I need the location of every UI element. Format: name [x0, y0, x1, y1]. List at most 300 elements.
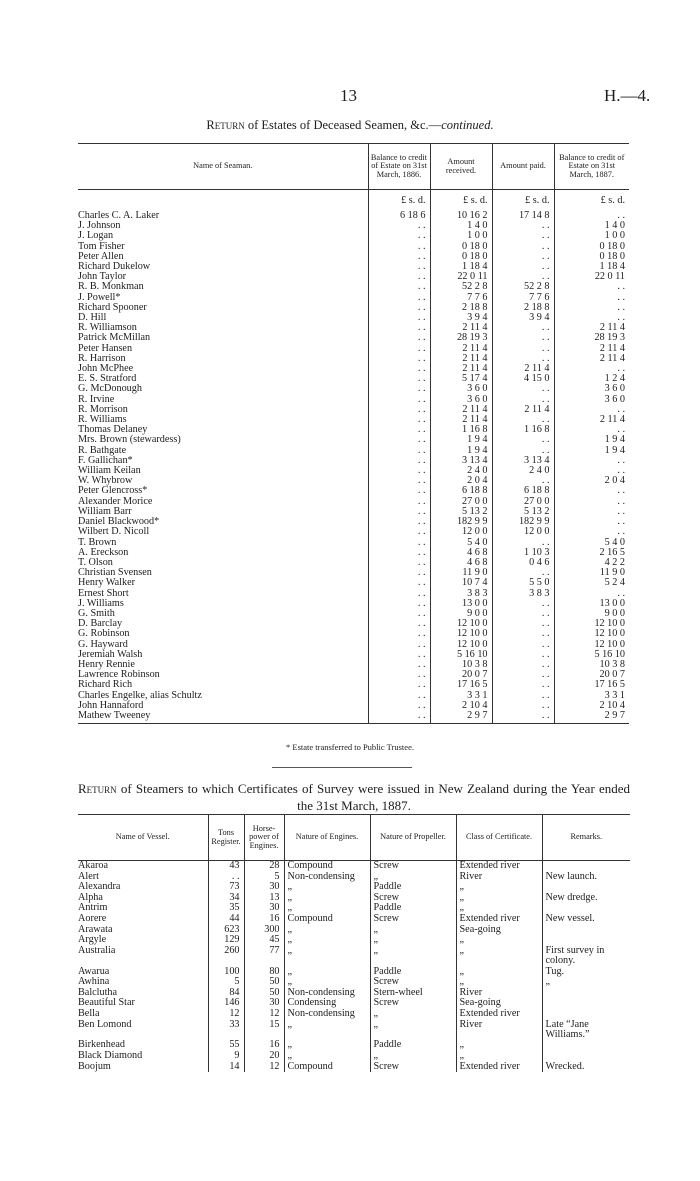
amount-paid-cell: 2 11 4 — [492, 405, 554, 415]
balance-1887-cell: 3 6 0 — [554, 395, 629, 405]
balance-1886-cell: . . — [368, 507, 430, 517]
seaman-name: John Hannaford — [78, 699, 144, 711]
tons-register-cell: 33 — [208, 1020, 244, 1041]
seaman-name: William Keilan — [78, 465, 141, 477]
col-nature-of-engines: Nature of Engines. — [284, 815, 370, 861]
vessel-name: Balclutha — [78, 986, 118, 998]
horse-power-cell: 300 — [244, 925, 284, 936]
seaman-name: Mathew Tweeney — [78, 711, 368, 724]
amount-paid-cell: . . — [492, 599, 554, 609]
nature-of-engines-cell: „ — [284, 1051, 370, 1062]
vessel-name: Bella — [78, 1007, 100, 1019]
nature-of-engines-cell: „ — [284, 1020, 370, 1041]
seaman-name: Mrs. Brown (stewardess) — [78, 434, 181, 446]
steamers-table-title — [78, 780, 630, 814]
seaman-name: W. Whybrow — [78, 475, 133, 487]
amount-paid-cell: . . — [492, 629, 554, 639]
amount-paid-cell: 3 9 4 — [492, 313, 554, 323]
amount-received-cell: 2 11 4 — [430, 364, 492, 374]
remarks-cell: Tug. — [542, 967, 630, 978]
balance-1887-cell: 5 2 4 — [554, 578, 629, 588]
amount-received-cell: 12 10 0 — [430, 619, 492, 629]
table-row — [78, 1020, 630, 1041]
seaman-name: Henry Walker — [78, 577, 135, 589]
class-of-certificate-cell: „ — [456, 1040, 542, 1051]
class-of-certificate-cell: Extended river — [456, 914, 542, 925]
balance-1886-cell: . . — [368, 333, 430, 343]
amount-received-cell: 5 17 4 — [430, 374, 492, 384]
amount-received-cell: 10 3 8 — [430, 660, 492, 670]
balance-1887-cell: 20 0 7 — [554, 670, 629, 680]
amount-received-cell: 3 6 0 — [430, 395, 492, 405]
estates-table — [78, 143, 629, 724]
balance-1886-cell: . . — [368, 701, 430, 711]
horse-power-cell: 50 — [244, 988, 284, 999]
nature-of-propeller-cell: Paddle — [370, 882, 456, 893]
steamers-title-prefix: Return — [78, 781, 117, 796]
amount-received-cell: 1 0 0 — [430, 231, 492, 241]
amount-paid-cell: 6 18 8 — [492, 486, 554, 496]
amount-paid-cell: 2 11 4 — [492, 364, 554, 374]
balance-1886-cell: . . — [368, 497, 430, 507]
balance-1886-cell: . . — [368, 303, 430, 313]
amount-paid-cell: 182 9 9 — [492, 517, 554, 527]
amount-received-cell: 1 9 4 — [430, 446, 492, 456]
col-balance-1886: Balance to credit of Estate on 31st March, 1886. — [368, 144, 430, 190]
balance-1886-cell: . . — [368, 313, 430, 323]
seaman-name: Charles C. A. Laker — [78, 210, 160, 221]
nature-of-propeller-cell: Stern-wheel — [370, 988, 456, 999]
amount-received-cell: 2 11 4 — [430, 344, 492, 354]
footnote: * Estate transferred to Public Trustee. — [286, 742, 414, 752]
tons-register-cell: 100 — [208, 967, 244, 978]
col-name-of-seaman: Name of Seaman. — [78, 144, 368, 190]
table-row — [78, 527, 629, 537]
seaman-name: D. Hill — [78, 312, 107, 324]
amount-paid-cell: . . — [492, 609, 554, 619]
class-of-certificate-cell: Sea-going — [456, 998, 542, 1009]
balance-1887-cell: 2 16 5 — [554, 548, 629, 558]
amount-paid-cell: . . — [492, 252, 554, 262]
class-of-certificate-cell: „ — [456, 967, 542, 978]
amount-paid-cell: . . — [492, 538, 554, 548]
balance-1886-cell: . . — [368, 589, 430, 599]
balance-1887-cell: . . — [554, 456, 629, 466]
page-reference: H.—4. — [604, 86, 651, 105]
balance-1887-cell: 2 10 4 — [554, 701, 629, 711]
amount-received-cell: 3 8 3 — [430, 589, 492, 599]
balance-1886-cell: . . — [368, 476, 430, 486]
balance-1886-cell: . . — [368, 629, 430, 639]
balance-1886-cell: 6 18 6 — [368, 211, 430, 221]
balance-1886-cell: . . — [368, 538, 430, 548]
balance-1886-cell: . . — [368, 640, 430, 650]
balance-1887-cell: 2 11 4 — [554, 415, 629, 425]
units-row — [78, 190, 629, 212]
amount-received-cell: 27 0 0 — [430, 497, 492, 507]
amount-paid-cell: 2 18 8 — [492, 303, 554, 313]
remarks-cell: New dredge. — [542, 893, 630, 904]
col-amount-received: Amount received. — [430, 144, 492, 190]
seaman-name: G. Hayward — [78, 638, 128, 650]
table-row — [78, 925, 630, 936]
unit-cell: £ s. d. — [368, 190, 430, 212]
balance-1886-cell: . . — [368, 609, 430, 619]
seaman-name: G. McDonough — [78, 383, 142, 395]
balance-1887-cell: . . — [554, 211, 629, 221]
balance-1887-cell: 5 16 10 — [554, 650, 629, 660]
amount-paid-cell: 4 15 0 — [492, 374, 554, 384]
class-of-certificate-cell: Extended river — [456, 1009, 542, 1020]
seaman-name: Peter Glencross* — [78, 485, 148, 497]
vessel-name: Black Diamond — [78, 1049, 143, 1061]
nature-of-propeller-cell: „ — [370, 872, 456, 883]
balance-1887-cell: 2 9 7 — [554, 711, 629, 724]
table-row — [78, 893, 630, 904]
class-of-certificate-cell: River — [456, 988, 542, 999]
balance-1887-cell: 1 2 4 — [554, 374, 629, 384]
vessel-name: Antrim — [78, 902, 108, 914]
amount-received-cell: 2 18 8 — [430, 303, 492, 313]
balance-1887-cell: 2 11 4 — [554, 323, 629, 333]
seaman-name: R. Harrison — [78, 352, 126, 364]
tons-register-cell: 34 — [208, 893, 244, 904]
amount-paid-cell: . . — [492, 344, 554, 354]
nature-of-engines-cell: Non-condensing — [284, 988, 370, 999]
nature-of-propeller-cell: Screw — [370, 914, 456, 925]
steamers-table — [78, 814, 630, 1072]
remarks-cell — [542, 988, 630, 999]
horse-power-cell: 30 — [244, 998, 284, 1009]
seaman-name: J. Powell* — [78, 291, 121, 303]
nature-of-engines-cell: „ — [284, 1040, 370, 1051]
balance-1886-cell: . . — [368, 691, 430, 701]
tons-register-cell: 260 — [208, 946, 244, 967]
balance-1886-cell: . . — [368, 578, 430, 588]
horse-power-cell: 12 — [244, 1009, 284, 1020]
seaman-name: William Barr — [78, 505, 132, 517]
seaman-name: Lawrence Robinson — [78, 669, 160, 681]
amount-paid-cell: 1 10 3 — [492, 548, 554, 558]
amount-received-cell: 2 11 4 — [430, 323, 492, 333]
balance-1886-cell: . . — [368, 711, 430, 724]
steamers-header-row — [78, 815, 630, 861]
amount-received-cell: 11 9 0 — [430, 568, 492, 578]
nature-of-engines-cell: „ — [284, 967, 370, 978]
balance-1886-cell: . . — [368, 272, 430, 282]
nature-of-engines-cell: Compound — [284, 1062, 370, 1073]
balance-1886-cell: . . — [368, 231, 430, 241]
vessel-name: Alert — [78, 870, 99, 882]
table-row — [78, 629, 629, 639]
nature-of-engines-cell: Compound — [284, 861, 370, 872]
seaman-name: Wilbert D. Nicoll — [78, 526, 150, 538]
seaman-name: G. Robinson — [78, 628, 130, 640]
amount-received-cell: 182 9 9 — [430, 517, 492, 527]
amount-paid-cell: . . — [492, 640, 554, 650]
balance-1887-cell: 22 0 11 — [554, 272, 629, 282]
class-of-certificate-cell: Extended river — [456, 861, 542, 872]
unit-cell: £ s. d. — [554, 190, 629, 212]
balance-1887-cell: 28 19 3 — [554, 333, 629, 343]
balance-1887-cell: . . — [554, 517, 629, 527]
amount-received-cell: 5 4 0 — [430, 538, 492, 548]
amount-paid-cell: . . — [492, 619, 554, 629]
horse-power-cell: 45 — [244, 935, 284, 946]
amount-paid-cell: . . — [492, 701, 554, 711]
balance-1886-cell: . . — [368, 670, 430, 680]
estates-title-prefix: Return — [206, 118, 245, 132]
table-row — [78, 578, 629, 588]
steamers-title-body: of Steamers to which Certificates of Survey were issued in New Zealand during the Year ended the 31st March, 1887. — [116, 781, 630, 813]
amount-paid-cell: 5 13 2 — [492, 507, 554, 517]
horse-power-cell: 77 — [244, 946, 284, 967]
nature-of-propeller-cell: „ — [370, 946, 456, 967]
vessel-name: Boojum — [78, 1060, 111, 1072]
estates-title-suffix: continued. — [441, 118, 494, 132]
amount-received-cell: 1 4 0 — [430, 221, 492, 231]
seaman-name: G. Smith — [78, 607, 115, 619]
seaman-name: Ernest Short — [78, 587, 129, 599]
vessel-name: Argyle — [78, 934, 107, 946]
nature-of-propeller-cell: „ — [370, 935, 456, 946]
balance-1886-cell: . . — [368, 425, 430, 435]
seaman-name: R. Morrison — [78, 403, 128, 415]
balance-1887-cell: 1 4 0 — [554, 221, 629, 231]
seaman-name: Henry Rennie — [78, 658, 135, 670]
balance-1887-cell: 3 6 0 — [554, 384, 629, 394]
seaman-name: Richard Dukelow — [78, 261, 151, 273]
amount-paid-cell: 3 13 4 — [492, 456, 554, 466]
tons-register-cell: 55 — [208, 1040, 244, 1051]
horse-power-cell: 30 — [244, 882, 284, 893]
balance-1887-cell: 1 18 4 — [554, 262, 629, 272]
balance-1887-cell: . . — [554, 425, 629, 435]
balance-1887-cell: 13 0 0 — [554, 599, 629, 609]
balance-1886-cell: . . — [368, 395, 430, 405]
nature-of-engines-cell: „ — [284, 925, 370, 936]
balance-1886-cell: . . — [368, 619, 430, 629]
vessel-name: Ben Lomond — [78, 1018, 132, 1030]
amount-paid-cell: 1 16 8 — [492, 425, 554, 435]
amount-paid-cell: 7 7 6 — [492, 293, 554, 303]
nature-of-propeller-cell: „ — [370, 925, 456, 936]
class-of-certificate-cell: „ — [456, 935, 542, 946]
table-row — [78, 914, 630, 925]
vessel-name: Alpha — [78, 891, 103, 903]
amount-received-cell: 13 0 0 — [430, 599, 492, 609]
amount-received-cell: 2 9 7 — [430, 711, 492, 724]
seaman-name: Peter Allen — [78, 250, 124, 262]
amount-paid-cell: . . — [492, 660, 554, 670]
seaman-name: J. Williams — [78, 597, 124, 609]
estates-table-title — [0, 118, 700, 133]
nature-of-engines-cell: „ — [284, 946, 370, 967]
tons-register-cell: 35 — [208, 903, 244, 914]
unit-cell: £ s. d. — [430, 190, 492, 212]
amount-received-cell: 2 4 0 — [430, 466, 492, 476]
amount-paid-cell: 0 4 6 — [492, 558, 554, 568]
balance-1886-cell: . . — [368, 456, 430, 466]
col-remarks: Remarks. — [542, 815, 630, 861]
amount-paid-cell: . . — [492, 650, 554, 660]
horse-power-cell: 15 — [244, 1020, 284, 1041]
balance-1886-cell: . . — [368, 435, 430, 445]
balance-1886-cell: . . — [368, 221, 430, 231]
nature-of-engines-cell: Non-condensing — [284, 1009, 370, 1020]
class-of-certificate-cell: River — [456, 1020, 542, 1041]
balance-1886-cell: . . — [368, 680, 430, 690]
balance-1886-cell: . . — [368, 384, 430, 394]
table-row — [78, 711, 629, 724]
balance-1886-cell: . . — [368, 354, 430, 364]
class-of-certificate-cell: „ — [456, 882, 542, 893]
amount-received-cell: 52 2 8 — [430, 282, 492, 292]
vessel-name: Australia — [78, 944, 116, 956]
amount-received-cell: 9 0 0 — [430, 609, 492, 619]
seaman-name: R. Williamson — [78, 322, 137, 334]
balance-1887-cell: 11 9 0 — [554, 568, 629, 578]
balance-1887-cell: 17 16 5 — [554, 680, 629, 690]
table-row — [78, 872, 630, 883]
amount-received-cell: 5 13 2 — [430, 507, 492, 517]
balance-1887-cell: . . — [554, 589, 629, 599]
amount-paid-cell: 17 14 8 — [492, 211, 554, 221]
tons-register-cell: 129 — [208, 935, 244, 946]
amount-paid-cell: 52 2 8 — [492, 282, 554, 292]
tons-register-cell: . . — [208, 872, 244, 883]
remarks-cell: New launch. — [542, 872, 630, 883]
nature-of-propeller-cell: Paddle — [370, 903, 456, 914]
tons-register-cell: 146 — [208, 998, 244, 1009]
balance-1886-cell: . . — [368, 252, 430, 262]
amount-received-cell: 12 10 0 — [430, 640, 492, 650]
balance-1887-cell: . . — [554, 466, 629, 476]
seaman-name: Alexander Morice — [78, 495, 153, 507]
seaman-name: Thomas Delaney — [78, 424, 148, 436]
vessel-name: Arawata — [78, 923, 113, 935]
amount-paid-cell: . . — [492, 231, 554, 241]
remarks-cell: Late “Jane Williams.” — [542, 1020, 630, 1041]
nature-of-propeller-cell: Screw — [370, 998, 456, 1009]
remarks-cell: Wrecked. — [542, 1062, 630, 1073]
amount-received-cell: 20 0 7 — [430, 670, 492, 680]
balance-1887-cell: 5 4 0 — [554, 538, 629, 548]
amount-paid-cell: . . — [492, 711, 554, 724]
amount-received-cell: 10 16 2 — [430, 211, 492, 221]
class-of-certificate-cell: „ — [456, 1051, 542, 1062]
nature-of-propeller-cell: Screw — [370, 1062, 456, 1073]
unit-cell: £ s. d. — [492, 190, 554, 212]
balance-1887-cell: 3 3 1 — [554, 691, 629, 701]
nature-of-engines-cell: „ — [284, 977, 370, 988]
balance-1887-cell: 12 10 0 — [554, 640, 629, 650]
balance-1886-cell: . . — [368, 415, 430, 425]
balance-1887-cell: 12 10 0 — [554, 619, 629, 629]
amount-received-cell: 3 6 0 — [430, 384, 492, 394]
remarks-cell — [542, 1040, 630, 1051]
tons-register-cell: 44 — [208, 914, 244, 925]
nature-of-propeller-cell: „ — [370, 1051, 456, 1062]
balance-1887-cell: 1 9 4 — [554, 446, 629, 456]
seaman-name: T. Brown — [78, 536, 117, 548]
table-row — [78, 861, 630, 872]
remarks-cell — [542, 861, 630, 872]
col-amount-paid: Amount paid. — [492, 144, 554, 190]
vessel-name: Awarua — [78, 965, 110, 977]
class-of-certificate-cell: Extended river — [456, 1062, 542, 1073]
seaman-name: Richard Rich — [78, 679, 133, 691]
page-number: 13 — [340, 86, 357, 105]
balance-1886-cell: . . — [368, 282, 430, 292]
balance-1886-cell: . . — [368, 660, 430, 670]
amount-received-cell: 6 18 8 — [430, 486, 492, 496]
balance-1887-cell: . . — [554, 486, 629, 496]
nature-of-propeller-cell: Screw — [370, 893, 456, 904]
balance-1887-cell: 4 2 2 — [554, 558, 629, 568]
balance-1887-cell: 2 11 4 — [554, 354, 629, 364]
balance-1887-cell: . . — [554, 293, 629, 303]
amount-paid-cell: 27 0 0 — [492, 497, 554, 507]
amount-received-cell: 22 0 11 — [430, 272, 492, 282]
balance-1887-cell: 9 0 0 — [554, 609, 629, 619]
nature-of-engines-cell: „ — [284, 935, 370, 946]
remarks-cell: „ — [542, 977, 630, 988]
balance-1886-cell: . . — [368, 466, 430, 476]
seaman-name: Daniel Blackwood* — [78, 516, 160, 528]
class-of-certificate-cell: „ — [456, 946, 542, 967]
amount-received-cell: 2 11 4 — [430, 354, 492, 364]
seaman-name: John McPhee — [78, 363, 134, 375]
balance-1887-cell: 0 18 0 — [554, 242, 629, 252]
remarks-cell: New vessel. — [542, 914, 630, 925]
nature-of-propeller-cell: Paddle — [370, 967, 456, 978]
balance-1886-cell: . . — [368, 293, 430, 303]
amount-paid-cell: . . — [492, 333, 554, 343]
amount-paid-cell: . . — [492, 242, 554, 252]
class-of-certificate-cell: Sea-going — [456, 925, 542, 936]
seaman-name: R. Williams — [78, 414, 127, 426]
balance-1887-cell: 2 11 4 — [554, 344, 629, 354]
tons-register-cell: 43 — [208, 861, 244, 872]
vessel-name: Awhina — [78, 976, 110, 988]
amount-received-cell: 4 6 8 — [430, 548, 492, 558]
balance-1887-cell: . . — [554, 364, 629, 374]
amount-received-cell: 5 16 10 — [430, 650, 492, 660]
amount-paid-cell: . . — [492, 221, 554, 231]
seaman-name: Christian Svensen — [78, 567, 152, 579]
amount-paid-cell: . . — [492, 415, 554, 425]
remarks-cell: First survey in colony. — [542, 946, 630, 967]
amount-received-cell: 17 16 5 — [430, 680, 492, 690]
vessel-name: Akaroa — [78, 860, 108, 871]
nature-of-engines-cell: Compound — [284, 914, 370, 925]
amount-received-cell: 1 16 8 — [430, 425, 492, 435]
balance-1886-cell: . . — [368, 558, 430, 568]
remarks-cell — [542, 925, 630, 936]
vessel-name: Aorere — [78, 912, 107, 924]
balance-1887-cell: . . — [554, 405, 629, 415]
balance-1886-cell: . . — [368, 364, 430, 374]
amount-paid-cell: . . — [492, 272, 554, 282]
nature-of-engines-cell: „ — [284, 893, 370, 904]
balance-1886-cell: . . — [368, 599, 430, 609]
balance-1886-cell: . . — [368, 486, 430, 496]
horse-power-cell: 5 — [244, 872, 284, 883]
seaman-name: T. Olson — [78, 556, 113, 568]
seaman-name: R. B. Monkman — [78, 281, 144, 293]
horse-power-cell: 50 — [244, 977, 284, 988]
